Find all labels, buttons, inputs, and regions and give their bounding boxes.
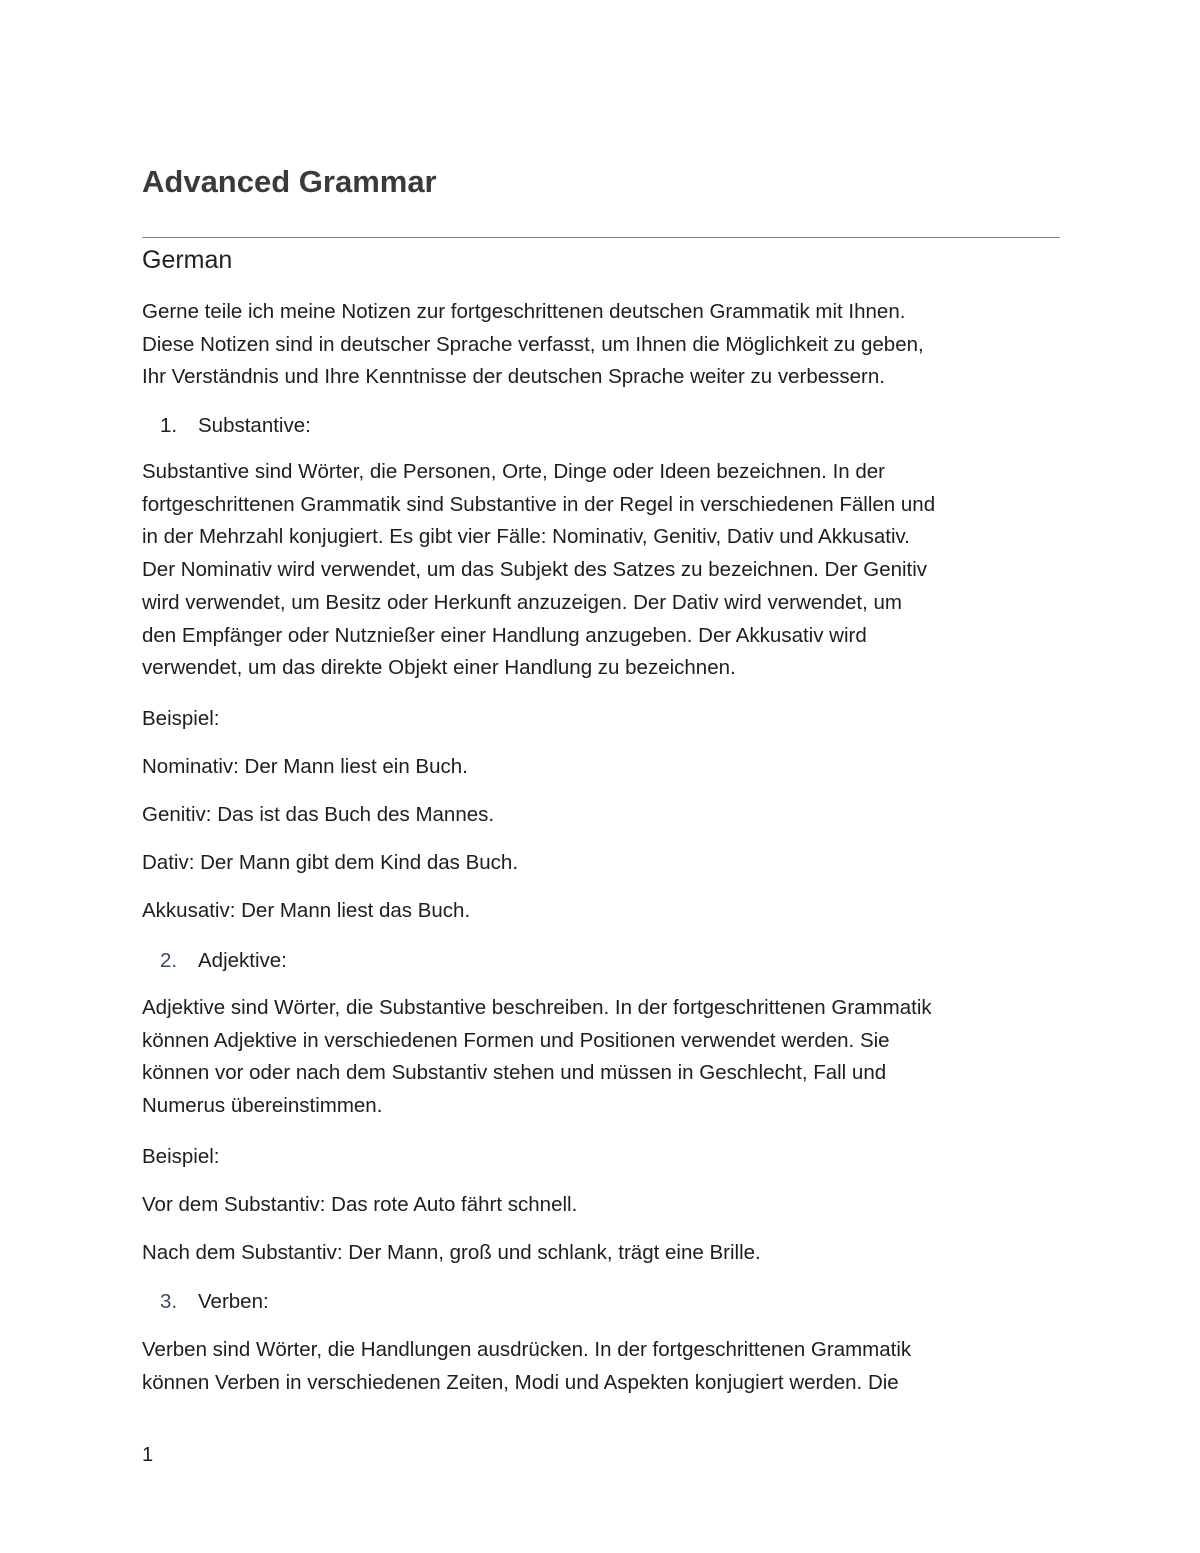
body-line: wird verwendet, um Besitz oder Herkunft anzuzeigen. Der Dativ wird verwendet, um [142,590,902,614]
intro-line: Diese Notizen sind in deutscher Sprache verfasst, um Ihnen die Möglichkeit zu geben, [142,332,924,356]
example-label: Beispiel: [142,707,220,730]
body-line: können Verben in verschiedenen Zeiten, Modi und Aspekten konjugiert werden. Die [142,1370,899,1394]
list-heading: Substantive: [198,414,311,437]
body-line: fortgeschrittenen Grammatik sind Substantive in der Regel in verschiedenen Fällen und [142,492,936,516]
body-line: den Empfänger oder Nutznießer einer Handlung anzugeben. Der Akkusativ wird [142,623,867,647]
body-line: können vor oder nach dem Substantiv stehen und müssen in Geschlecht, Fall und [142,1061,887,1085]
example-line: Genitiv: Das ist das Buch des Mannes. [142,803,495,826]
list-item-verben [160,1286,269,1318]
body-line: können Adjektive in verschiedenen Formen und Positionen verwendet werden. Sie [142,1028,890,1052]
list-heading: Adjektive: [198,949,287,972]
substantive-paragraph [142,456,1072,685]
body-line: Adjektive sind Wörter, die Substantive beschreiben. In der fortgeschrittenen Grammatik [142,996,932,1019]
body-line: Numerus übereinstimmen. [142,1094,383,1118]
list-number: 3. [160,1290,178,1313]
example-line: Akkusativ: Der Mann liest das Buch. [142,899,471,922]
title-divider [142,237,1060,238]
list-number: 2. [160,949,178,972]
body-line: verwendet, um das direkte Objekt einer Handlung zu bezeichnen. [142,656,736,680]
body-line: Verben sind Wörter, die Handlungen ausdrücken. In der fortgeschrittenen Grammatik [142,1338,912,1361]
document-title: Advanced Grammar [142,164,437,199]
example-label: Beispiel: [142,1145,220,1168]
example-line: Nach dem Substantiv: Der Mann, groß und schlank, trägt eine Brille. [142,1241,761,1264]
list-item-substantive [160,410,311,442]
example-line: Nominativ: Der Mann liest ein Buch. [142,755,468,778]
body-line: Der Nominativ wird verwendet, um das Subjekt des Satzes zu bezeichnen. Der Genitiv [142,558,928,582]
list-number: 1. [160,414,178,437]
example-line: Dativ: Der Mann gibt dem Kind das Buch. [142,851,519,874]
body-line: Substantive sind Wörter, die Personen, Orte, Dinge oder Ideen bezeichnen. In der [142,460,885,483]
list-heading: Verben: [198,1290,269,1313]
example-line: Vor dem Substantiv: Das rote Auto fährt schnell. [142,1193,578,1216]
intro-line: Ihr Verständnis und Ihre Kenntnisse der deutschen Sprache weiter zu verbessern. [142,365,885,389]
page-number: 1 [142,1444,154,1466]
list-item-adjektive [160,945,287,977]
verben-paragraph [142,1334,1072,1399]
intro-paragraph [142,296,1072,394]
body-line: in der Mehrzahl konjugiert. Es gibt vier Fälle: Nominativ, Genitiv, Dativ und Akkusativ. [142,525,910,549]
intro-line: Gerne teile ich meine Notizen zur fortgeschrittenen deutschen Grammatik mit Ihnen. [142,300,906,323]
adjektive-paragraph [142,992,1072,1123]
section-subtitle: German [142,246,233,274]
